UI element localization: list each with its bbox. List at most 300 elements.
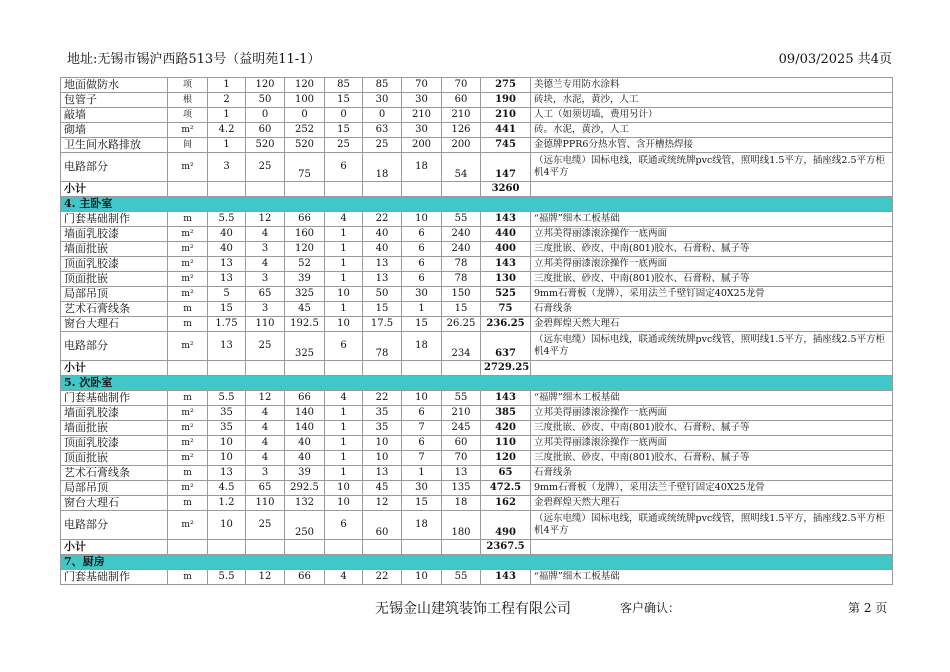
value-cell: 10 <box>325 496 363 511</box>
subtotal-row <box>61 540 893 555</box>
value-cell: 10 <box>325 317 363 332</box>
empty-cell <box>402 540 442 555</box>
value-cell: 40 <box>208 242 246 257</box>
value-cell: 15 <box>363 302 402 317</box>
value-cell: 10 <box>208 511 246 540</box>
value-cell: 1 <box>325 436 363 451</box>
item-name: 电路部分 <box>61 153 168 182</box>
value-cell: 22 <box>363 570 402 585</box>
value-cell: 13 <box>208 466 246 481</box>
item-unit: m <box>168 212 208 227</box>
value-cell: 55 <box>442 212 481 227</box>
value-cell: 6 <box>325 332 363 361</box>
subtotal-row <box>61 182 893 197</box>
table-row <box>61 302 893 317</box>
item-unit: m² <box>168 257 208 272</box>
item-total: 236.25 <box>481 317 531 332</box>
value-cell: 13 <box>442 466 481 481</box>
value-cell: 210 <box>442 108 481 123</box>
value-cell: 1.2 <box>208 496 246 511</box>
value-cell: 120 <box>285 78 325 93</box>
section-header-row <box>61 376 893 391</box>
value-cell: 70 <box>442 451 481 466</box>
empty-cell <box>285 361 325 376</box>
item-total: 490 <box>481 511 531 540</box>
value-cell: 39 <box>285 466 325 481</box>
value-cell: 110 <box>246 496 285 511</box>
item-total: 75 <box>481 302 531 317</box>
value-cell: 50 <box>363 287 402 302</box>
empty-cell <box>531 182 893 197</box>
item-description: “福牌”细木工板基础 <box>531 570 893 585</box>
value-cell: 325 <box>285 287 325 302</box>
table-row <box>61 227 893 242</box>
value-cell: 4 <box>246 227 285 242</box>
value-cell: 4 <box>246 421 285 436</box>
value-cell: 10 <box>363 436 402 451</box>
value-cell: 192.5 <box>285 317 325 332</box>
subtotal-value: 3260 <box>481 182 531 197</box>
item-total: 162 <box>481 496 531 511</box>
value-cell: 6 <box>402 436 442 451</box>
value-cell: 18 <box>402 332 442 361</box>
value-cell: 120 <box>246 78 285 93</box>
value-cell: 292.5 <box>285 481 325 496</box>
value-cell: 26.25 <box>442 317 481 332</box>
value-cell: 5.5 <box>208 391 246 406</box>
value-cell: 66 <box>285 570 325 585</box>
empty-cell <box>168 540 208 555</box>
value-cell: 17.5 <box>363 317 402 332</box>
item-unit: m² <box>168 451 208 466</box>
value-cell: 40 <box>285 451 325 466</box>
item-total: 637 <box>481 332 531 361</box>
table-row <box>61 421 893 436</box>
item-unit: m² <box>168 123 208 138</box>
value-cell: 13 <box>208 272 246 287</box>
item-description: 石膏线条 <box>531 466 893 481</box>
value-cell: 30 <box>402 93 442 108</box>
value-cell: 78 <box>363 332 402 361</box>
table-row <box>61 317 893 332</box>
value-cell: 10 <box>208 436 246 451</box>
table-row <box>61 78 893 93</box>
value-cell: 1 <box>325 451 363 466</box>
value-cell: 12 <box>246 391 285 406</box>
value-cell: 52 <box>285 257 325 272</box>
value-cell: 15 <box>402 317 442 332</box>
empty-cell <box>442 540 481 555</box>
table-row <box>61 93 893 108</box>
value-cell: 6 <box>325 511 363 540</box>
item-description: 三度批嵌、砂皮、中南(801)胶水、石膏粉、腻子等 <box>531 451 893 466</box>
item-unit: m² <box>168 287 208 302</box>
value-cell: 135 <box>442 481 481 496</box>
value-cell: 10 <box>325 481 363 496</box>
subtotal-label: 小计 <box>61 182 168 197</box>
value-cell: 1 <box>402 302 442 317</box>
value-cell: 325 <box>285 332 325 361</box>
value-cell: 70 <box>442 78 481 93</box>
item-description: 人工（如须切墙，费用另计） <box>531 108 893 123</box>
empty-cell <box>168 361 208 376</box>
value-cell: 65 <box>246 481 285 496</box>
empty-cell <box>168 182 208 197</box>
page-number: 第 2 页 <box>848 601 888 615</box>
value-cell: 6 <box>402 242 442 257</box>
table-row <box>61 451 893 466</box>
table-row <box>61 108 893 123</box>
empty-cell <box>442 182 481 197</box>
value-cell: 1 <box>325 257 363 272</box>
value-cell: 75 <box>285 153 325 182</box>
item-description: （远东电缆）国标电线，联通或统统牌pvc线管，照明线1.5平方，插座线2.5平方柜机4平方 <box>531 153 893 182</box>
empty-cell <box>363 540 402 555</box>
empty-cell <box>402 361 442 376</box>
value-cell: 60 <box>442 436 481 451</box>
value-cell: 40 <box>363 227 402 242</box>
value-cell: 45 <box>285 302 325 317</box>
item-unit: m <box>168 570 208 585</box>
value-cell: 66 <box>285 212 325 227</box>
item-description: 9mm石膏板（龙牌），采用法兰千壁钉固定40X25龙骨 <box>531 287 893 302</box>
value-cell: 15 <box>325 93 363 108</box>
value-cell: 240 <box>442 242 481 257</box>
value-cell: 180 <box>442 511 481 540</box>
item-unit: m² <box>168 242 208 257</box>
item-name: 窗台大理石 <box>61 317 168 332</box>
value-cell: 250 <box>285 511 325 540</box>
item-unit: m² <box>168 332 208 361</box>
item-unit: 间 <box>168 138 208 153</box>
value-cell: 25 <box>246 153 285 182</box>
empty-cell <box>246 540 285 555</box>
value-cell: 13 <box>363 272 402 287</box>
value-cell: 18 <box>442 496 481 511</box>
value-cell: 10 <box>402 391 442 406</box>
value-cell: 12 <box>363 496 402 511</box>
item-total: 143 <box>481 257 531 272</box>
value-cell: 54 <box>442 153 481 182</box>
value-cell: 150 <box>442 287 481 302</box>
value-cell: 252 <box>285 123 325 138</box>
item-total: 110 <box>481 436 531 451</box>
value-cell: 6 <box>402 406 442 421</box>
item-total: 210 <box>481 108 531 123</box>
table-row <box>61 287 893 302</box>
item-name: 艺术石膏线条 <box>61 466 168 481</box>
value-cell: 520 <box>285 138 325 153</box>
item-unit: 项 <box>168 78 208 93</box>
value-cell: 18 <box>402 511 442 540</box>
item-description: 石膏线条 <box>531 302 893 317</box>
value-cell: 4.2 <box>208 123 246 138</box>
value-cell: 39 <box>285 272 325 287</box>
subtotal-label: 小计 <box>61 540 168 555</box>
value-cell: 3 <box>246 302 285 317</box>
value-cell: 520 <box>246 138 285 153</box>
item-unit: m² <box>168 406 208 421</box>
item-name: 墙面批嵌 <box>61 242 168 257</box>
item-total: 147 <box>481 153 531 182</box>
item-name: 门套基础制作 <box>61 570 168 585</box>
value-cell: 3 <box>246 242 285 257</box>
value-cell: 1 <box>325 466 363 481</box>
value-cell: 210 <box>402 108 442 123</box>
value-cell: 25 <box>246 511 285 540</box>
item-description: 金德牌PPR6分热水管、含开槽热焊接 <box>531 138 893 153</box>
value-cell: 6 <box>325 153 363 182</box>
item-description: （远东电缆）国标电线，联通或统统牌pvc线管，照明线1.5平方，插座线2.5平方柜机4平方 <box>531 332 893 361</box>
table-row <box>61 391 893 406</box>
value-cell: 210 <box>442 406 481 421</box>
value-cell: 120 <box>285 242 325 257</box>
item-unit: m <box>168 317 208 332</box>
value-cell: 240 <box>442 227 481 242</box>
item-name: 墙面乳胶漆 <box>61 406 168 421</box>
value-cell: 7 <box>402 421 442 436</box>
value-cell: 10 <box>363 451 402 466</box>
value-cell: 35 <box>208 406 246 421</box>
item-total: 420 <box>481 421 531 436</box>
value-cell: 13 <box>363 466 402 481</box>
value-cell: 6 <box>402 227 442 242</box>
item-total: 65 <box>481 466 531 481</box>
value-cell: 10 <box>402 570 442 585</box>
item-name: 局部吊顶 <box>61 481 168 496</box>
value-cell: 50 <box>246 93 285 108</box>
value-cell: 1.75 <box>208 317 246 332</box>
empty-cell <box>246 361 285 376</box>
value-cell: 18 <box>363 153 402 182</box>
table-row <box>61 436 893 451</box>
value-cell: 3 <box>246 272 285 287</box>
item-total: 120 <box>481 451 531 466</box>
table-row <box>61 466 893 481</box>
item-name: 门套基础制作 <box>61 391 168 406</box>
table-row <box>61 406 893 421</box>
item-total: 385 <box>481 406 531 421</box>
value-cell: 60 <box>442 93 481 108</box>
table-row <box>61 257 893 272</box>
value-cell: 4 <box>325 212 363 227</box>
value-cell: 234 <box>442 332 481 361</box>
table-row <box>61 570 893 585</box>
value-cell: 3 <box>208 153 246 182</box>
value-cell: 200 <box>402 138 442 153</box>
value-cell: 1 <box>325 406 363 421</box>
value-cell: 200 <box>442 138 481 153</box>
value-cell: 65 <box>246 287 285 302</box>
quotation-table <box>60 77 893 585</box>
empty-cell <box>285 182 325 197</box>
value-cell: 18 <box>402 153 442 182</box>
empty-cell <box>442 361 481 376</box>
value-cell: 0 <box>246 108 285 123</box>
address-header: 地址:无锡市锡沪西路513号（益明苑11-1） <box>67 52 321 67</box>
item-description: 三度批嵌、砂皮、中南(801)胶水、石膏粉、腻子等 <box>531 421 893 436</box>
item-name: 局部吊顶 <box>61 287 168 302</box>
item-description: 9mm石膏板（龙牌），采用法兰千壁钉固定40X25龙骨 <box>531 481 893 496</box>
value-cell: 35 <box>363 406 402 421</box>
item-description: 金碧辉煌天然大理石 <box>531 496 893 511</box>
value-cell: 6 <box>402 257 442 272</box>
value-cell: 1 <box>325 421 363 436</box>
value-cell: 7 <box>402 451 442 466</box>
value-cell: 1 <box>325 302 363 317</box>
value-cell: 160 <box>285 227 325 242</box>
item-description: 三度批嵌、砂皮、中南(801)胶水、石膏粉、腻子等 <box>531 272 893 287</box>
item-description: 金碧辉煌天然大理石 <box>531 317 893 332</box>
item-name: 电路部分 <box>61 511 168 540</box>
section-title: 5. 次卧室 <box>61 376 893 391</box>
value-cell: 78 <box>442 272 481 287</box>
item-unit: m² <box>168 421 208 436</box>
item-description: 三度批嵌、砂皮、中南(801)胶水、石膏粉、腻子等 <box>531 242 893 257</box>
item-description: 砖。水泥，黄沙，人工 <box>531 123 893 138</box>
value-cell: 4 <box>246 406 285 421</box>
item-description: 立邦美得丽漆滚涂操作一底两面 <box>531 257 893 272</box>
value-cell: 55 <box>442 570 481 585</box>
value-cell: 1 <box>208 78 246 93</box>
item-name: 顶面乳胶漆 <box>61 436 168 451</box>
empty-cell <box>531 540 893 555</box>
value-cell: 70 <box>402 78 442 93</box>
empty-cell <box>246 182 285 197</box>
table-row <box>61 496 893 511</box>
value-cell: 85 <box>325 78 363 93</box>
value-cell: 25 <box>363 138 402 153</box>
table-row <box>61 511 893 540</box>
item-total: 472.5 <box>481 481 531 496</box>
value-cell: 22 <box>363 391 402 406</box>
empty-cell <box>325 182 363 197</box>
subtotal-value: 2729.25 <box>481 361 531 376</box>
value-cell: 0 <box>325 108 363 123</box>
item-unit: m² <box>168 272 208 287</box>
value-cell: 245 <box>442 421 481 436</box>
item-name: 门套基础制作 <box>61 212 168 227</box>
value-cell: 30 <box>402 123 442 138</box>
value-cell: 4 <box>325 391 363 406</box>
value-cell: 45 <box>363 481 402 496</box>
value-cell: 110 <box>246 317 285 332</box>
item-unit: 根 <box>168 93 208 108</box>
value-cell: 40 <box>363 242 402 257</box>
value-cell: 132 <box>285 496 325 511</box>
item-total: 525 <box>481 287 531 302</box>
value-cell: 10 <box>208 451 246 466</box>
value-cell: 63 <box>363 123 402 138</box>
value-cell: 2 <box>208 93 246 108</box>
table-row <box>61 481 893 496</box>
empty-cell <box>531 361 893 376</box>
value-cell: 12 <box>246 212 285 227</box>
item-name: 卫生间水路排放 <box>61 138 168 153</box>
item-name: 顶面乳胶漆 <box>61 257 168 272</box>
item-total: 143 <box>481 570 531 585</box>
item-unit: m² <box>168 153 208 182</box>
value-cell: 1 <box>208 108 246 123</box>
item-name: 艺术石膏线条 <box>61 302 168 317</box>
item-unit: m <box>168 466 208 481</box>
empty-cell <box>402 182 442 197</box>
item-total: 143 <box>481 212 531 227</box>
value-cell: 13 <box>363 257 402 272</box>
table-row <box>61 138 893 153</box>
date-pages-header: 09/03/2025 共4页 <box>778 52 892 67</box>
value-cell: 5 <box>208 287 246 302</box>
value-cell: 6 <box>402 272 442 287</box>
value-cell: 5.5 <box>208 570 246 585</box>
value-cell: 5.5 <box>208 212 246 227</box>
value-cell: 40 <box>208 227 246 242</box>
table-row <box>61 332 893 361</box>
section-header-row <box>61 555 893 570</box>
value-cell: 15 <box>402 496 442 511</box>
value-cell: 78 <box>442 257 481 272</box>
item-unit: m² <box>168 481 208 496</box>
item-name: 顶面批嵌 <box>61 451 168 466</box>
company-name: 无锡金山建筑装饰工程有限公司 <box>375 601 571 617</box>
value-cell: 15 <box>325 123 363 138</box>
value-cell: 30 <box>363 93 402 108</box>
value-cell: 30 <box>402 481 442 496</box>
item-unit: m <box>168 391 208 406</box>
value-cell: 25 <box>246 332 285 361</box>
item-unit: m <box>168 496 208 511</box>
value-cell: 10 <box>325 287 363 302</box>
value-cell: 4 <box>246 451 285 466</box>
section-title: 4. 主卧室 <box>61 197 893 212</box>
item-unit: 项 <box>168 108 208 123</box>
customer-confirm-label: 客户确认： <box>620 601 681 615</box>
value-cell: 140 <box>285 421 325 436</box>
value-cell: 13 <box>208 257 246 272</box>
empty-cell <box>325 361 363 376</box>
value-cell: 100 <box>285 93 325 108</box>
item-unit: m² <box>168 227 208 242</box>
item-description: 美德兰专用防水涂料 <box>531 78 893 93</box>
value-cell: 0 <box>363 108 402 123</box>
item-unit: m <box>168 302 208 317</box>
subtotal-label: 小计 <box>61 361 168 376</box>
value-cell: 140 <box>285 406 325 421</box>
value-cell: 4 <box>246 436 285 451</box>
item-unit: m² <box>168 511 208 540</box>
subtotal-row <box>61 361 893 376</box>
section-header-row <box>61 197 893 212</box>
item-description: “福牌”细木工板基础 <box>531 212 893 227</box>
value-cell: 1 <box>402 466 442 481</box>
empty-cell <box>208 182 246 197</box>
table-row <box>61 242 893 257</box>
item-name: 墙面乳胶漆 <box>61 227 168 242</box>
item-name: 窗台大理石 <box>61 496 168 511</box>
item-name: 地面做防水 <box>61 78 168 93</box>
value-cell: 66 <box>285 391 325 406</box>
item-description: 砖块，水泥，黄沙，人工 <box>531 93 893 108</box>
value-cell: 15 <box>442 302 481 317</box>
item-total: 275 <box>481 78 531 93</box>
section-title: 7、厨房 <box>61 555 893 570</box>
item-description: 立邦美得丽漆滚涂操作一底两面 <box>531 227 893 242</box>
item-total: 400 <box>481 242 531 257</box>
table-row <box>61 123 893 138</box>
empty-cell <box>363 361 402 376</box>
value-cell: 1 <box>325 227 363 242</box>
table-row <box>61 153 893 182</box>
